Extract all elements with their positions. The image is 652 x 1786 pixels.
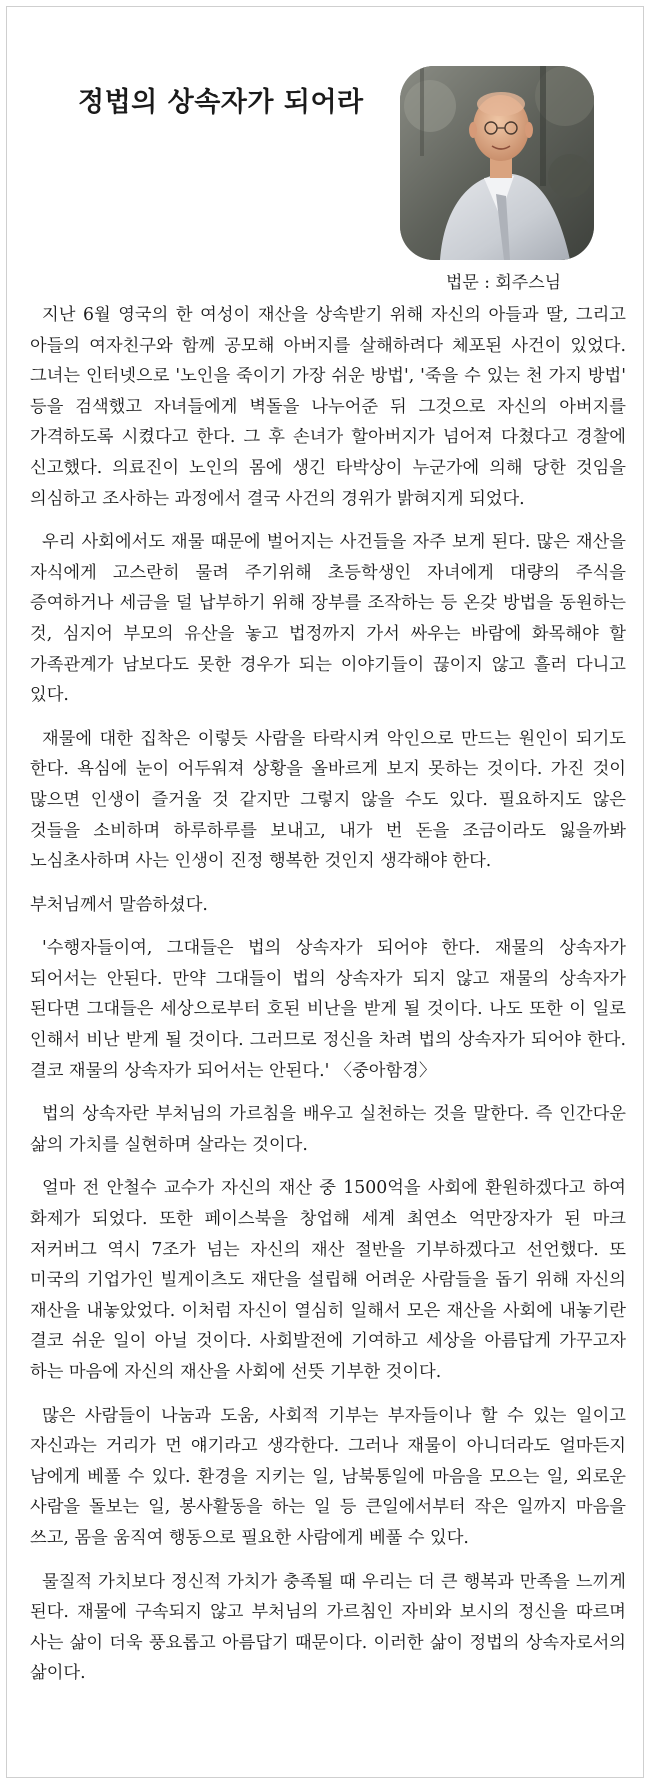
article-title: 정법의 상속자가 되어라 <box>78 87 364 118</box>
paragraph: 부처님께서 말씀하셨다. <box>30 894 208 915</box>
paragraph: 법의 상속자란 부처님의 가르침을 배우고 실천하는 것을 말한다. 즉 인간다운 삶의 가치를 실현하며 살라는 것이다. <box>30 1104 626 1155</box>
monk-portrait-icon <box>400 66 594 260</box>
paragraph: 많은 사람들이 나눔과 도움, 사회적 기부는 부자들이나 할 수 있는 일이고 자신과는 거리가 먼 얘기라고 생각한다. 그러나 재물이 아니더라도 얼마든지 남에게 베풀 수 있다. 환경을 지키는 일, 남북통일에 마음을 모으는 일, 외로운 사람을 돌보는 일, 봉사활동을 하는 일 등 큰일에서부터 작은 일까지 마음을 쓰고, 몸을 움직여 행동으로 필요한 사람에게 베풀 수 있다. <box>30 1405 626 1548</box>
paragraph: 지난 6월 영국의 한 여성이 재산을 상속받기 위해 자신의 아들과 딸, 그리고 아들의 여자친구와 함께 공모해 아버지를 살해하려다 체포된 사건이 있었다. 그녀는 인터넷으로 '노인을 죽이기 가장 쉬운 방법', '죽을 수 있는 천 가지 방법' 등을 검색했고 자녀들에게 벽돌을 나누어준 뒤 그것으로 자신의 아버지를 가격하도록 시켰다고 한다. 그 후 손녀가 할아버지가 넘어져 다쳤다고 경찰에 신고했다. 의료진이 노인의 몸에 생긴 타박상이 누군가에 의해 당한 것임을 의심하고 조사하는 과정에서 결국 사건의 경위가 밝혀지게 되었다. <box>30 305 626 509</box>
paragraph: 얼마 전 안철수 교수가 자신의 재산 중 1500억을 사회에 환원하겠다고 하여 화제가 되었다. 또한 페이스북을 창업해 세계 최연소 억만장자가 된 마크 저커버그 역시 7조가 넘는 자신의 재산 절반을 기부하겠다고 선언했다. 또 미국의 기업가인 빌게이츠도 재단을 설립해 어려운 사람들을 돕기 위해 자신의 재산을 내놓았었다. 이처럼 자신이 열심히 일해서 모은 재산을 사회에 내놓기란 결코 쉬운 일이 아닐 것이다. 사회발전에 기여하고 세상을 아름답게 가꾸고자 하는 마음에 자신의 재산을 사회에 선뜻 기부한 것이다. <box>30 1178 626 1382</box>
paragraph: 우리 사회에서도 재물 때문에 벌어지는 사건들을 자주 보게 된다. 많은 재산을 자식에게 고스란히 물려 주기위해 초등학생인 자녀에게 대량의 주식을 증여하거나 세금을 덜 납부하기 위해 장부를 조작하는 등 온갖 방법을 동원하는 것, 심지어 부모의 유산을 놓고 법정까지 가서 싸우는 바람에 화목해야 할 가족관계가 남보다도 못한 경우가 되는 이야기들이 끊이지 않고 흘러 다니고 있다. <box>30 532 626 706</box>
article-body <box>30 300 626 1702</box>
speaker-caption: 법문 : 회주스님 <box>446 273 562 293</box>
paragraph: 물질적 가치보다 정신적 가치가 충족될 때 우리는 더 큰 행복과 만족을 느끼게 된다. 재물에 구속되지 않고 부처님의 가르침인 자비와 보시의 정신을 따르며 사는 삶이 더욱 풍요롭고 아름답기 때문이다. 이러한 삶이 정법의 상속자로서의 삶이다. <box>30 1571 626 1684</box>
paragraph: 재물에 대한 집착은 이렇듯 사람을 타락시켜 악인으로 만드는 원인이 되기도 한다. 욕심에 눈이 어두워져 상황을 올바르게 보지 못하는 것이다. 가진 것이 많으면 인생이 즐거울 것 같지만 그렇지 않을 수도 있다. 필요하지도 않은 것들을 소비하며 하루하루를 보내고, 내가 번 돈을 조금이라도 잃을까봐 노심초사하며 사는 인생이 진정 행복한 것인지 생각해야 한다. <box>30 728 626 872</box>
quote-paragraph: '수행자들이여, 그대들은 법의 상속자가 되어야 한다. 재물의 상속자가 되어서는 안된다. 만약 그대들이 법의 상속자가 되지 않고 재물의 상속자가 된다면 그대들은 세상으로부터 호된 비난을 받게 될 것이다. 나도 또한 이 일로 인해서 비난 받게 될 것이다. 그러므로 정신을 차려 법의 상속자가 되어야 한다. 결코 재물의 상속자가 되어서는 안된다.' 〈중아함경〉 <box>30 938 626 1081</box>
